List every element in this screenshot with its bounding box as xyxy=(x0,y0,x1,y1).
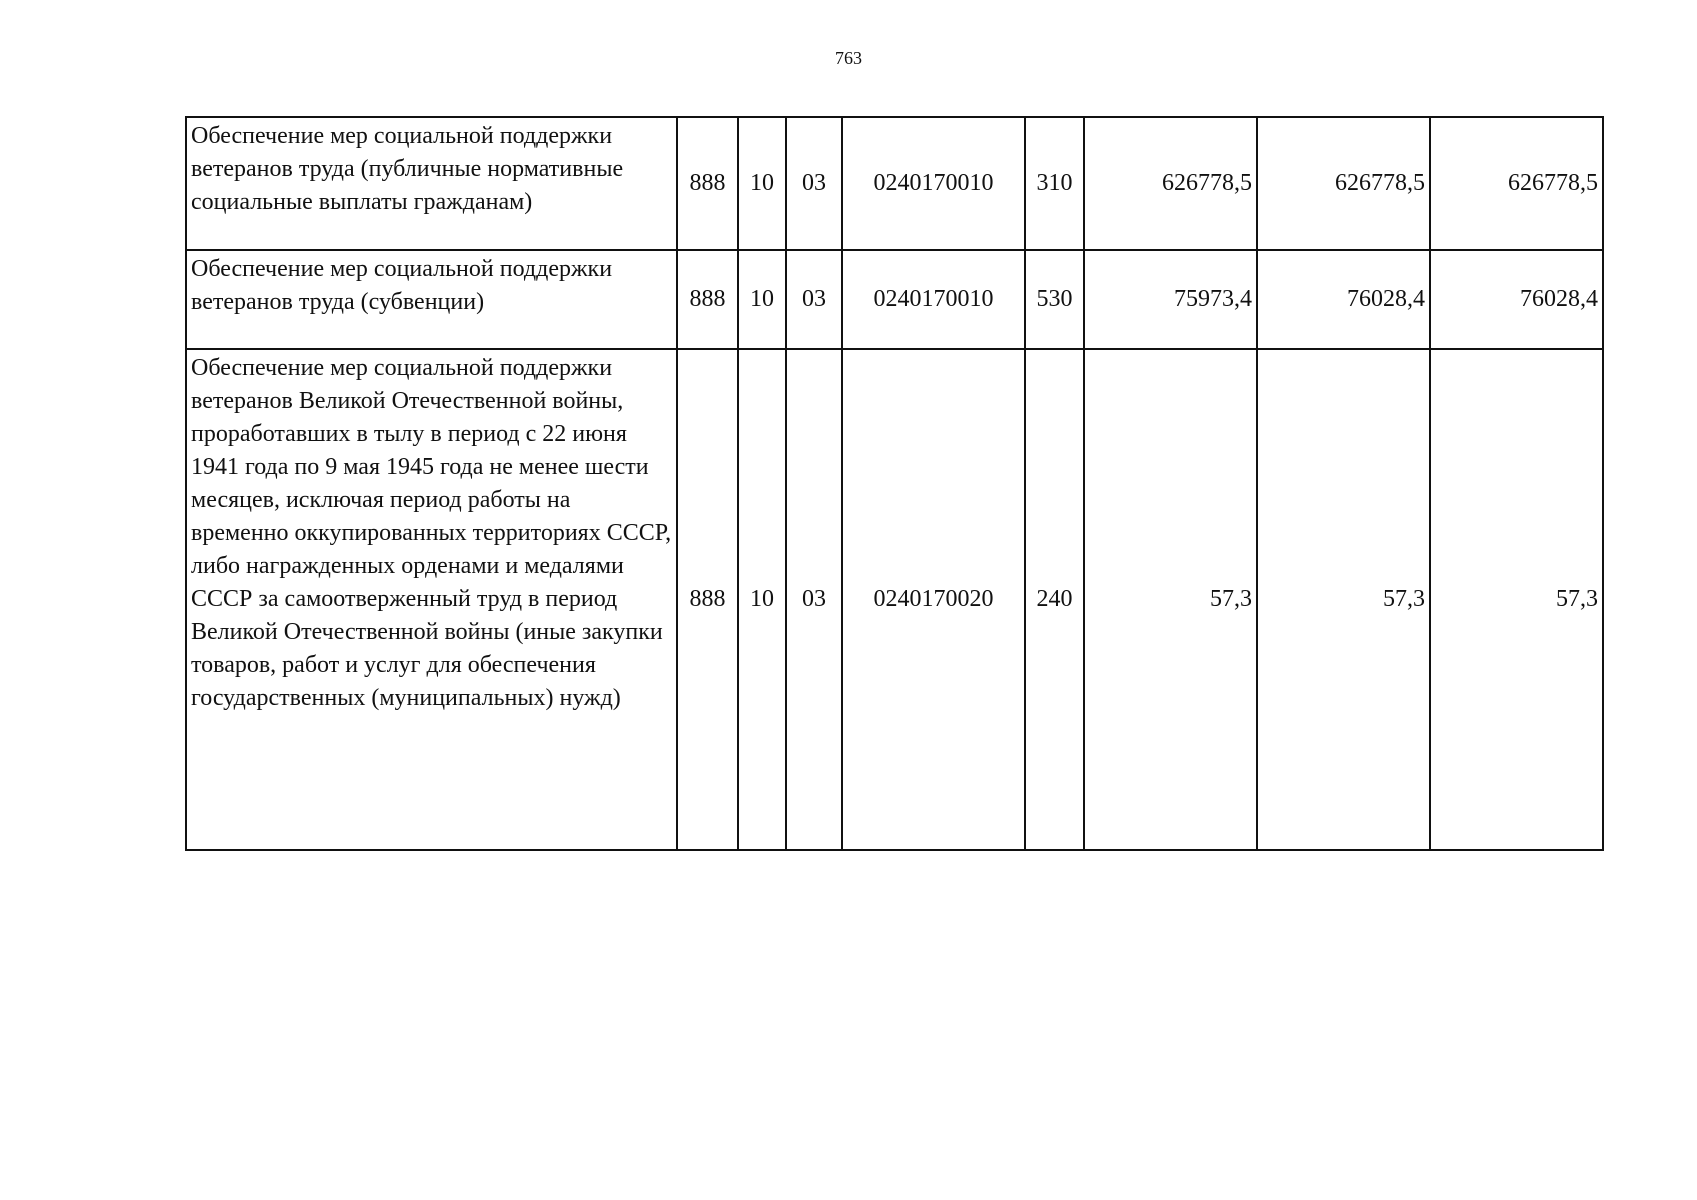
target-article-code: 0240170010 xyxy=(842,250,1025,349)
amount-3: 626778,5 xyxy=(1430,117,1603,250)
amount-2: 626778,5 xyxy=(1257,117,1430,250)
table-row xyxy=(186,117,1603,250)
subsection-code: 03 xyxy=(786,250,842,349)
amount-1: 626778,5 xyxy=(1084,117,1257,250)
expense-type-code: 530 xyxy=(1025,250,1084,349)
subsection-code: 03 xyxy=(786,349,842,850)
amount-3: 57,3 xyxy=(1430,349,1603,850)
amount-1: 57,3 xyxy=(1084,349,1257,850)
target-article-code: 0240170020 xyxy=(842,349,1025,850)
amount-1: 75973,4 xyxy=(1084,250,1257,349)
expense-type-code: 310 xyxy=(1025,117,1084,250)
section-code: 10 xyxy=(738,349,786,850)
section-code: 10 xyxy=(738,117,786,250)
section-code: 10 xyxy=(738,250,786,349)
row-name: Обеспечение мер социальной поддержки ветеранов труда (субвенции) xyxy=(186,250,677,349)
target-article-code: 0240170010 xyxy=(842,117,1025,250)
page-number: 763 xyxy=(835,48,862,68)
subsection-code: 03 xyxy=(786,117,842,250)
ministry-code: 888 xyxy=(677,250,738,349)
amount-2: 57,3 xyxy=(1257,349,1430,850)
row-name: Обеспечение мер социальной поддержки ветеранов Великой Отечественной войны, проработавших в тылу в период с 22 июня 1941 года по 9 мая 1945 года не менее шести месяцев, исключая период работы на временно оккупированных территориях СССР, либо награжденных орденами и медалями СССР за самоотверженный труд в период Великой Отечественной войны (иные закупки товаров, работ и услуг для обеспечения государственных (муниципальных) нужд) xyxy=(186,349,677,850)
amount-2: 76028,4 xyxy=(1257,250,1430,349)
amount-3: 76028,4 xyxy=(1430,250,1603,349)
budget-table xyxy=(185,116,1604,851)
table-row xyxy=(186,250,1603,349)
ministry-code: 888 xyxy=(677,349,738,850)
row-name: Обеспечение мер социальной поддержки ветеранов труда (публичные нормативные социальные выплаты гражданам) xyxy=(186,117,677,250)
table-row xyxy=(186,349,1603,850)
expense-type-code: 240 xyxy=(1025,349,1084,850)
ministry-code: 888 xyxy=(677,117,738,250)
